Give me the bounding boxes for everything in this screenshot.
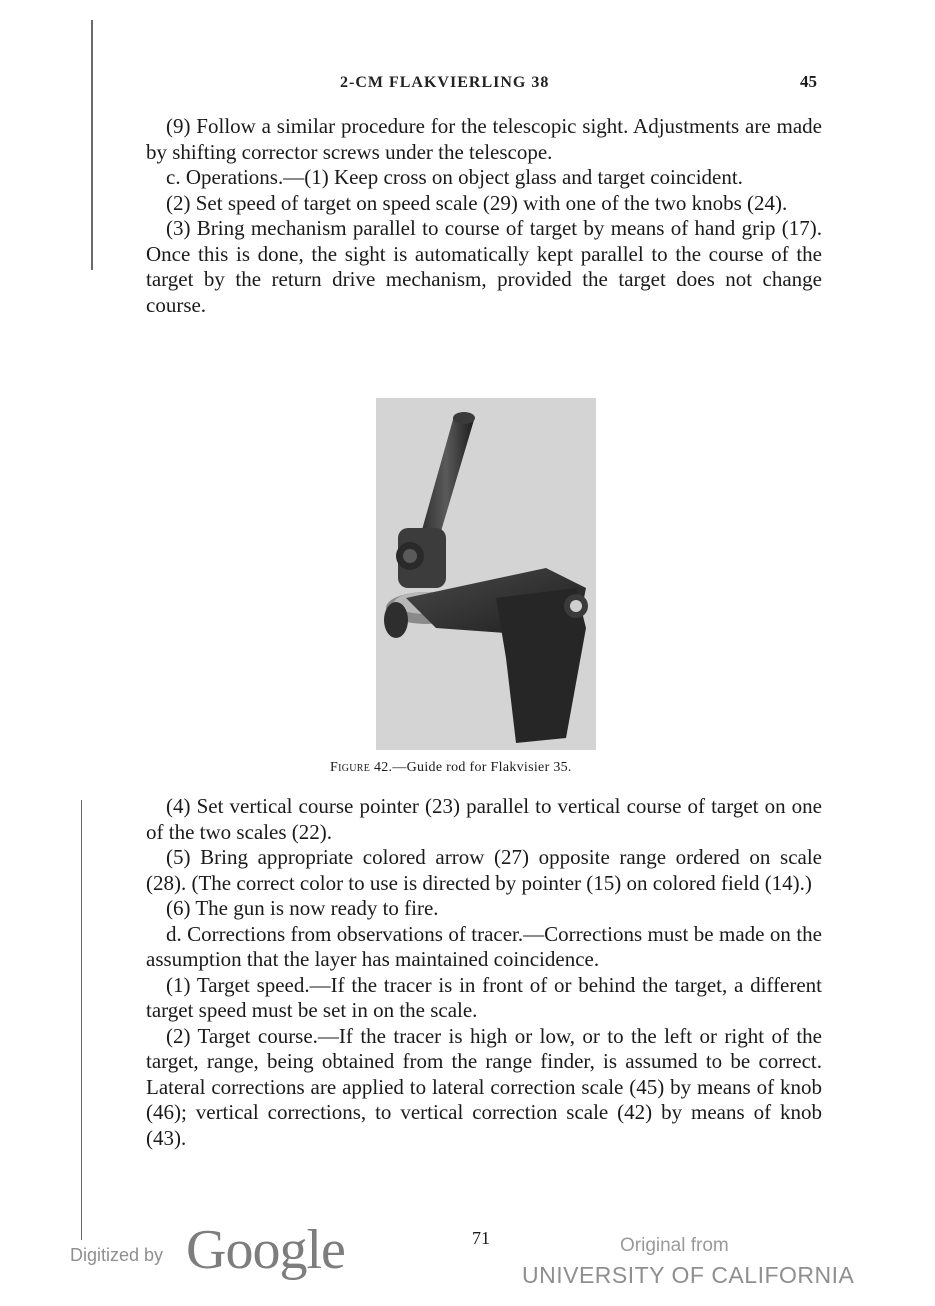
paragraph: d. Corrections from observations of tracer.—Corrections must be made on the assumption that the layer has maintained coincidence.	[146, 921, 822, 971]
page-number-top: 45	[800, 72, 817, 91]
paragraph: (2) Set speed of target on speed scale (29) with one of the two knobs (24).	[166, 190, 788, 215]
paragraph: (3) Bring mechanism parallel to course of target by means of hand grip (17). Once this is done, the sight is automatically kept parallel to the course of the target by the return drive mechanism, provided the target does not change course.	[146, 216, 822, 317]
figure-caption-text: —Guide rod for Flakvisier 35.	[392, 760, 572, 775]
original-from-label: Original from	[620, 1235, 729, 1256]
paragraph: (4) Set vertical course pointer (23) parallel to vertical course of target on one of the two scales (22).	[146, 794, 822, 844]
scan-edge-line	[91, 20, 93, 270]
paragraph: (9) Follow a similar procedure for the telescopic sight. Adjustments are made by shifting corrector screws under the telescope.	[146, 114, 822, 164]
paragraph: (6) The gun is now ready to fire.	[166, 896, 439, 920]
digitized-by-label: Digitized by	[70, 1245, 164, 1265]
running-head: 2-CM FLAKVIERLING 38	[340, 74, 550, 91]
paragraph: (5) Bring appropriate colored arrow (27) opposite range ordered on scale (28). (The correct color to use is directed by pointer (15) on colored field (14).)	[146, 845, 822, 895]
paragraph: c. Operations.—(1) Keep cross on object glass and target coincident.	[166, 165, 743, 189]
institution-label: UNIVERSITY OF CALIFORNIA	[522, 1262, 855, 1288]
paragraph: (1) Target speed.—If the tracer is in front of or behind the target, a different target speed must be set in on the scale.	[146, 972, 822, 1022]
google-logo: Google	[186, 1219, 345, 1281]
paragraph: (2) Target course.—If the tracer is high or low, or to the left or right of the target, range, being obtained from the range finder, is assumed to be correct. Lateral corrections are applied to lateral correction scale (45) by means of knob (46); vertical corrections, to vertical correction scale (42) by means of knob (43).	[146, 1023, 822, 1150]
body-text-bottom	[146, 794, 822, 1151]
body-text-top	[146, 114, 822, 318]
figure-caption	[330, 760, 572, 776]
scan-edge-line	[81, 800, 82, 1240]
guide-rod-photo	[376, 398, 596, 750]
page-number-bottom: 71	[472, 1228, 490, 1248]
figure-label: Figure 42.	[330, 760, 393, 775]
